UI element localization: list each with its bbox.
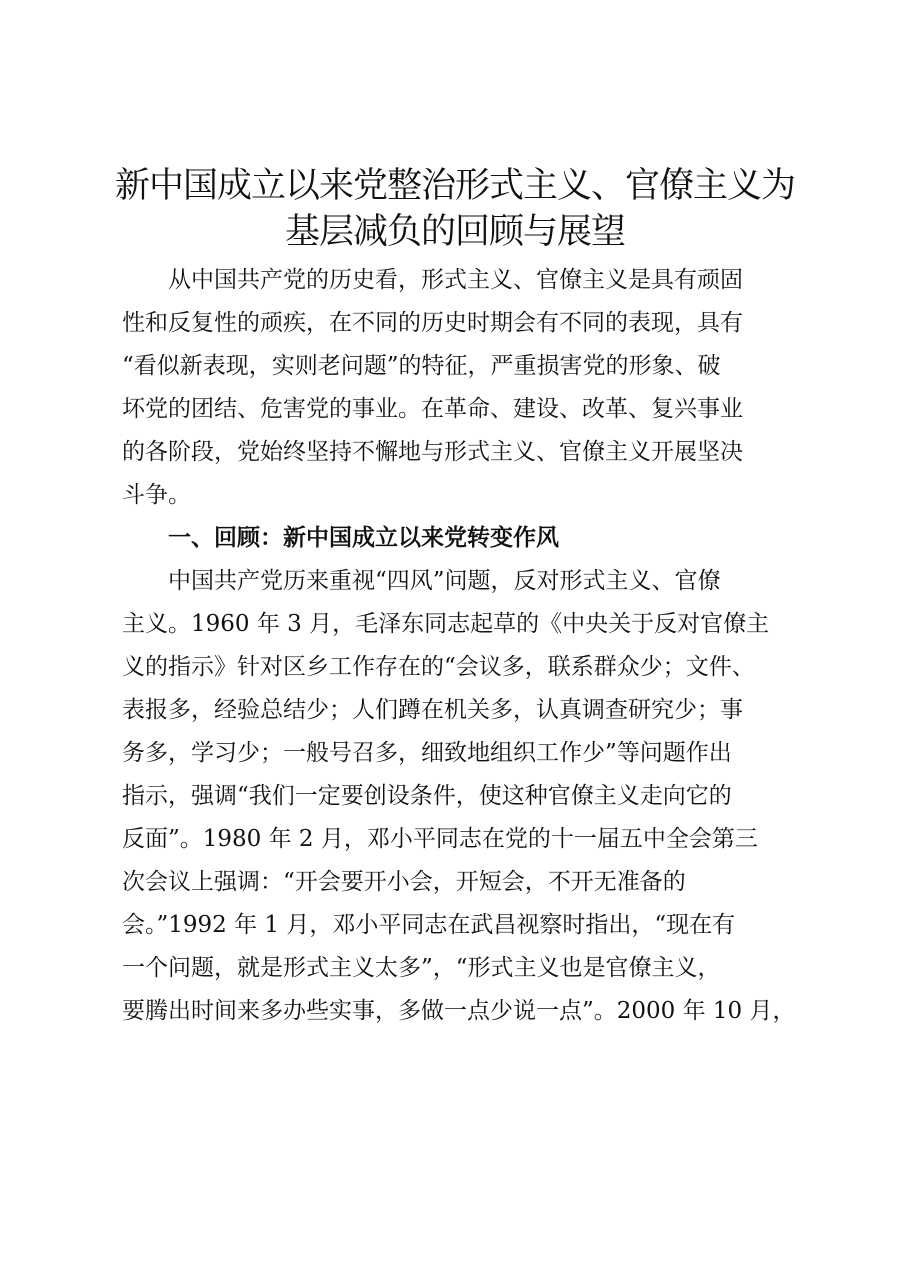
paragraph-2-line: 次会议上强调：“开会要开小会，开短会，不开无准备的 <box>122 869 686 895</box>
paragraph-1-line: “看似新表现，实则老问题”的特征，严重损害党的形象、破 <box>122 353 721 379</box>
paragraph-1-line: 性和反复性的顽疾，在不同的历史时期会有不同的表现，具有 <box>122 310 743 336</box>
paragraph-2-line: 要腾出时间来多办些实事，多做一点少说一点”。2000 年 10 月， <box>122 998 796 1024</box>
paragraph-2-line: 表报多，经验总结少；人们蹲在机关多，认真调查研究少；事 <box>122 697 743 723</box>
paragraph-1-line: 从中国共产党的历史看，形式主义、官僚主义是具有顽固 <box>122 267 743 293</box>
paragraph-1-line: 的各阶段，党始终坚持不懈地与形式主义、官僚主义开展坚决 <box>122 439 743 465</box>
paragraph-2-line: 反面”。1980 年 2 月，邓小平同志在党的十一届五中全会第三 <box>122 826 758 852</box>
paragraph-2-line: 主义。1960 年 3 月，毛泽东同志起草的《中央关于反对官僚主 <box>122 611 770 637</box>
paragraph-2-line: 中国共产党历来重视“四风”问题，反对形式主义、官僚 <box>122 568 721 594</box>
paragraph-2-line: 义的指示》针对区乡工作存在的“会议多，联系群众少；文件、 <box>122 654 755 680</box>
document-title-line-2: 基层减负的回顾与展望 <box>284 212 625 252</box>
paragraph-2-line: 一个问题，就是形式主义太多”，“形式主义也是官僚主义， <box>122 955 721 981</box>
paragraph-1-line: 斗争。 <box>122 482 191 508</box>
paragraph-2-line: 务多，学习少；一般号召多，细致地组织工作少”等问题作出 <box>122 740 732 766</box>
paragraph-2-line: 会。”1992 年 1 月，邓小平同志在武昌视察时指出，“现在有 <box>122 912 736 938</box>
section-1-heading: 一、回顾：新中国成立以来党转变作风 <box>168 525 559 551</box>
paragraph-2-line: 指示，强调“我们一定要创设条件，使这种官僚主义走向它的 <box>122 783 732 809</box>
document-title-line-1: 新中国成立以来党整治形式主义、官僚主义为 <box>114 166 795 206</box>
paragraph-1-line: 坏党的团结、危害党的事业。在革命、建设、改革、复兴事业 <box>122 396 743 422</box>
